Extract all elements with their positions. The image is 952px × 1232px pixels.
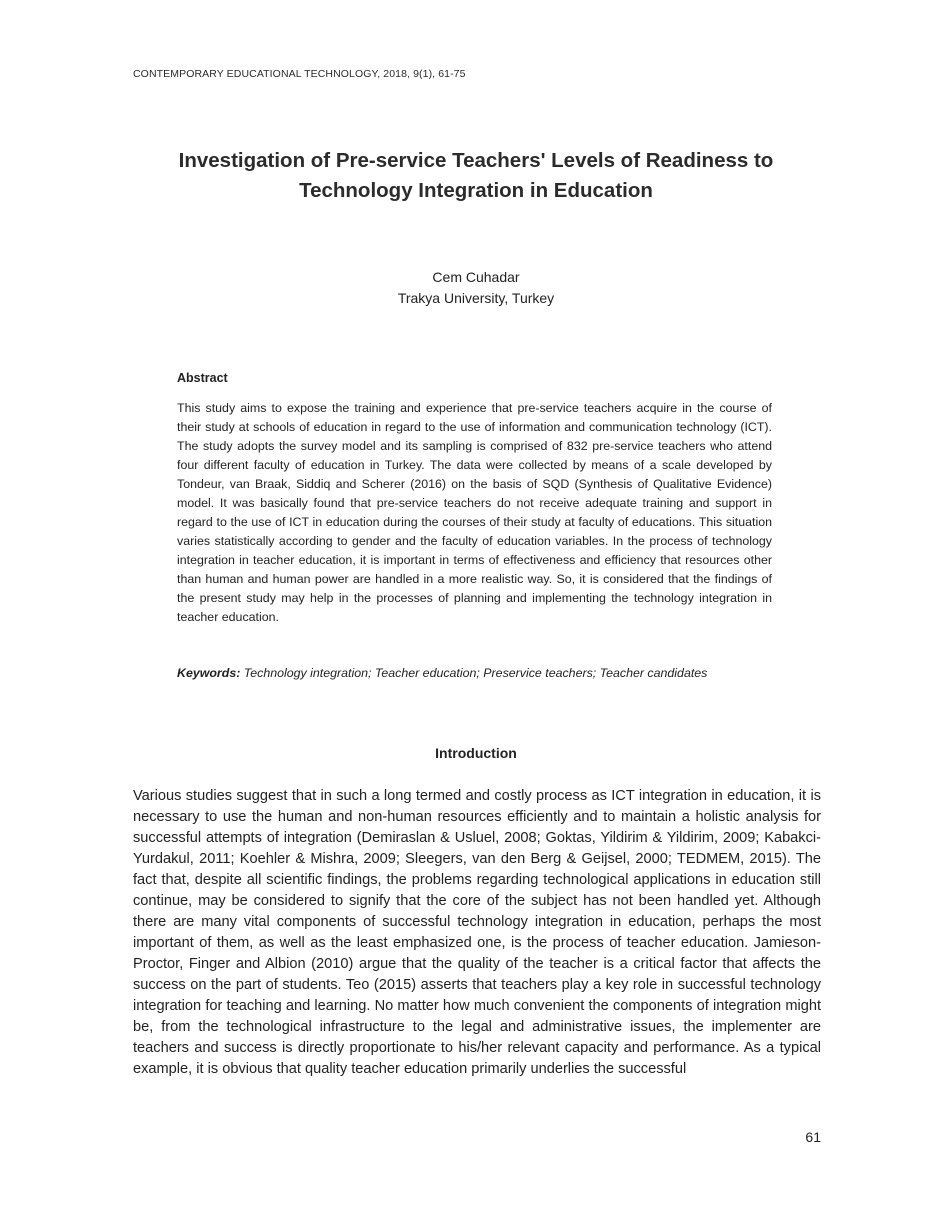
paper-title: [120, 146, 832, 206]
author-name: Cem Cuhadar: [432, 269, 520, 285]
page-number: 61: [805, 1129, 821, 1145]
abstract-heading: Abstract: [177, 371, 228, 385]
introduction-heading: Introduction: [435, 745, 517, 761]
running-head: CONTEMPORARY EDUCATIONAL TECHNOLOGY, 2018, 9(1), 61-75: [133, 68, 466, 80]
keywords: [177, 664, 737, 683]
abstract-text: This study aims to expose the training and experience that pre-service teachers acquire in the course of their study at schools of education in regard to the use of information and communication technology (ICT). The study adopts the survey model and its sampling is comprised of 832 pre-service teachers who attend four different faculty of education in Turkey. The data were collected by means of a scale developed by Tondeur, van Braak, Siddiq and Scherer (2016) on the basis of SQD (Synthesis of Qualitative Evidence) model. It was basically found that pre-service teachers do not receive adequate training and support in regard to the use of ICT in education during the courses of their study at faculty of educations. This situation varies statistically according to gender and the faculty of education variables. In the process of technology integration in teacher education, it is important in terms of effectiveness and efficiency that resources other than human and human power are handled in a more realistic way. So, it is considered that the findings of the present study may help in the processes of planning and implementing the technology integration in teacher education.: [177, 401, 772, 624]
paper-title-line-2: Technology Integration in Education: [299, 179, 653, 202]
author-affiliation: Trakya University, Turkey: [397, 290, 555, 306]
paper-title-line-1: Investigation of Pre-service Teachers' Levels of Readiness to: [178, 149, 774, 172]
keywords-label: Keywords:: [177, 666, 241, 680]
author-block: [0, 267, 952, 309]
introduction-paragraph: Various studies suggest that in such a long termed and costly process as ICT integration in education, it is necessary to use the human and non-human resources efficiently and to maintain a holistic analysis for successful attempts of integration (Demiraslan & Usluel, 2008; Goktas, Yildirim & Yildirim, 2009; Kabakci-Yurdakul, 2011; Koehler & Mishra, 2009; Sleegers, van den Berg & Geijsel, 2000; TEDMEM, 2015). The fact that, despite all scientific findings, the problems regarding technological applications in education still continue, may be considered to signify that the core of the subject has not been handled yet. Although there are many vital components of successful technology integration in education, perhaps the most important of them, as well as the least emphasized one, is the process of teacher education. Jamieson-Proctor, Finger and Albion (2010) argue that the quality of the teacher is a critical factor that affects the success on the part of students. Teo (2015) asserts that teachers play a key role in successful technology integration for teaching and learning. No matter how much convenient the components of integration might be, from the technological infrastructure to the legal and administrative issues, the implementer are teachers and success is directly proportionate to his/her relevant capacity and performance. As a typical example, it is obvious that quality teacher education primarily underlies the successful: [133, 788, 821, 1077]
keywords-text: Technology integration; Teacher education; Preservice teachers; Teacher candidates: [240, 666, 708, 680]
